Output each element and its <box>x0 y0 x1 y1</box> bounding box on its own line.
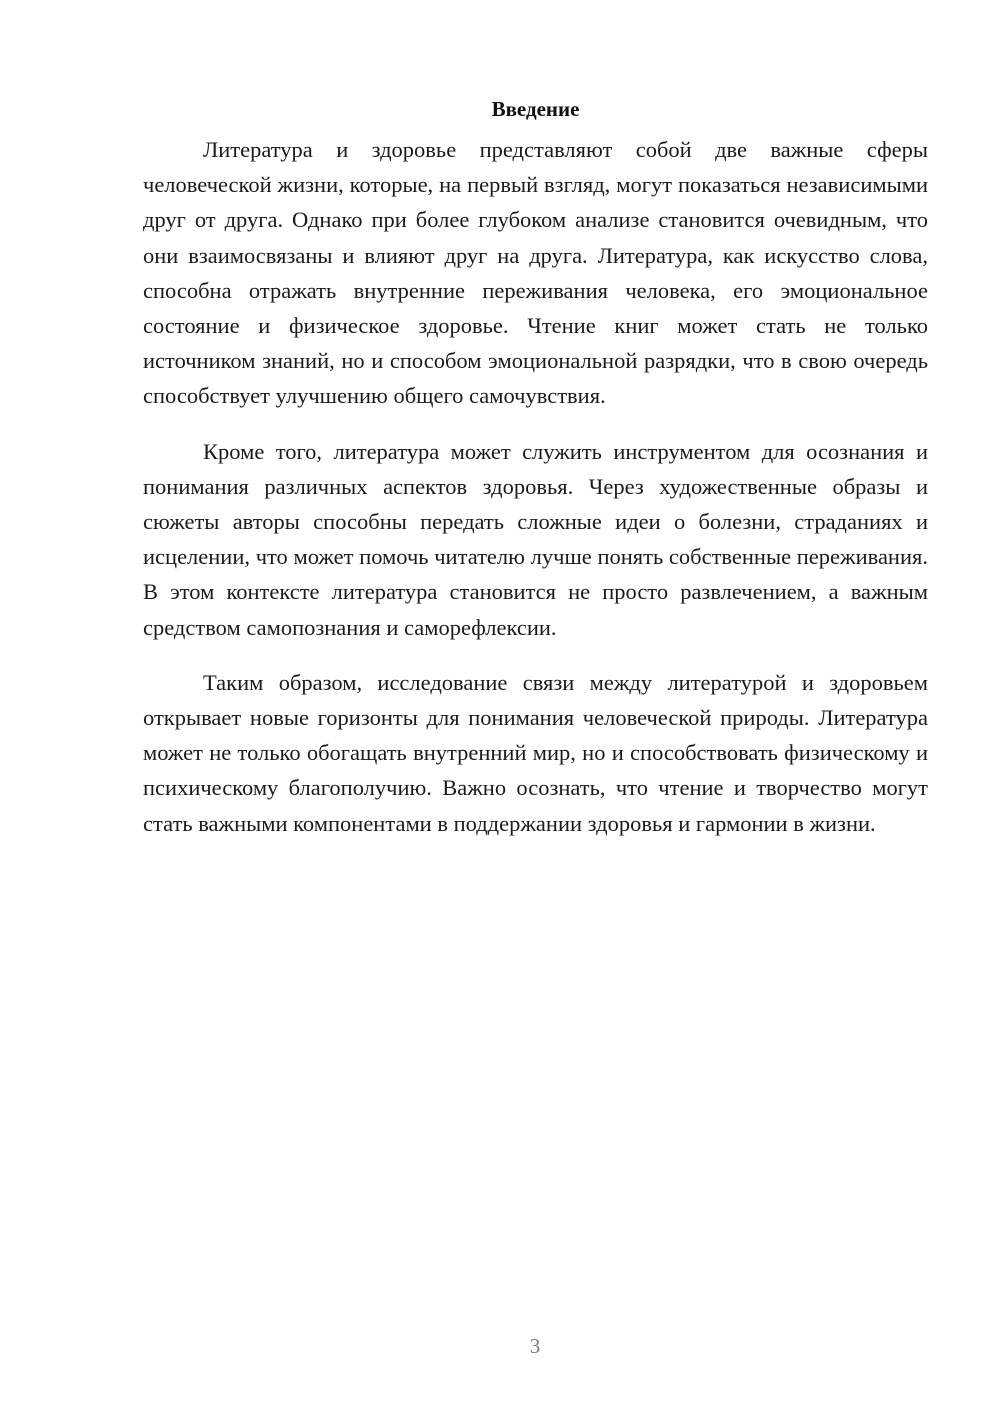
paragraph-1: Литература и здоровье представляют собой две важные сферы человеческой жизни, которые, на первый взгляд, могут показаться независимыми друг от друга. Однако при более глубоком анализе становится очевидным, что они взаимосвязаны и влияют друг на друга. Литература, как искусство слова, способна отражать внутренние переживания человека, его эмоциональное состояние и физическое здоровье. Чтение книг может стать не только источником знаний, но и способом эмоциональной разрядки, что в свою очередь способствует улучшению общего самочувствия. <box>143 137 928 409</box>
section-heading: Введение <box>491 97 580 121</box>
paragraph-2: Кроме того, литература может служить инструментом для осознания и понимания различных аспектов здоровья. Через художественные образы и сюжеты авторы способны передать сложные идеи о болезни, страданиях и исцелении, что может помочь читателю лучше понять собственные переживания. В этом контексте литература становится не просто развлечением, а важным средством самопознания и саморефлексии. <box>143 438 928 640</box>
page-content <box>143 92 928 861</box>
page-number: 3 <box>529 1334 541 1358</box>
paragraph-3: Таким образом, исследование связи между литературой и здоровьем открывает новые горизонты для понимания человеческой природы. Литература может не только обогащать внутренний мир, но и способствовать физическому и психическому благополучию. Важно осознать, что чтение и творчество могут стать важными компонентами в поддержании здоровья и гармонии в жизни. <box>143 669 928 836</box>
